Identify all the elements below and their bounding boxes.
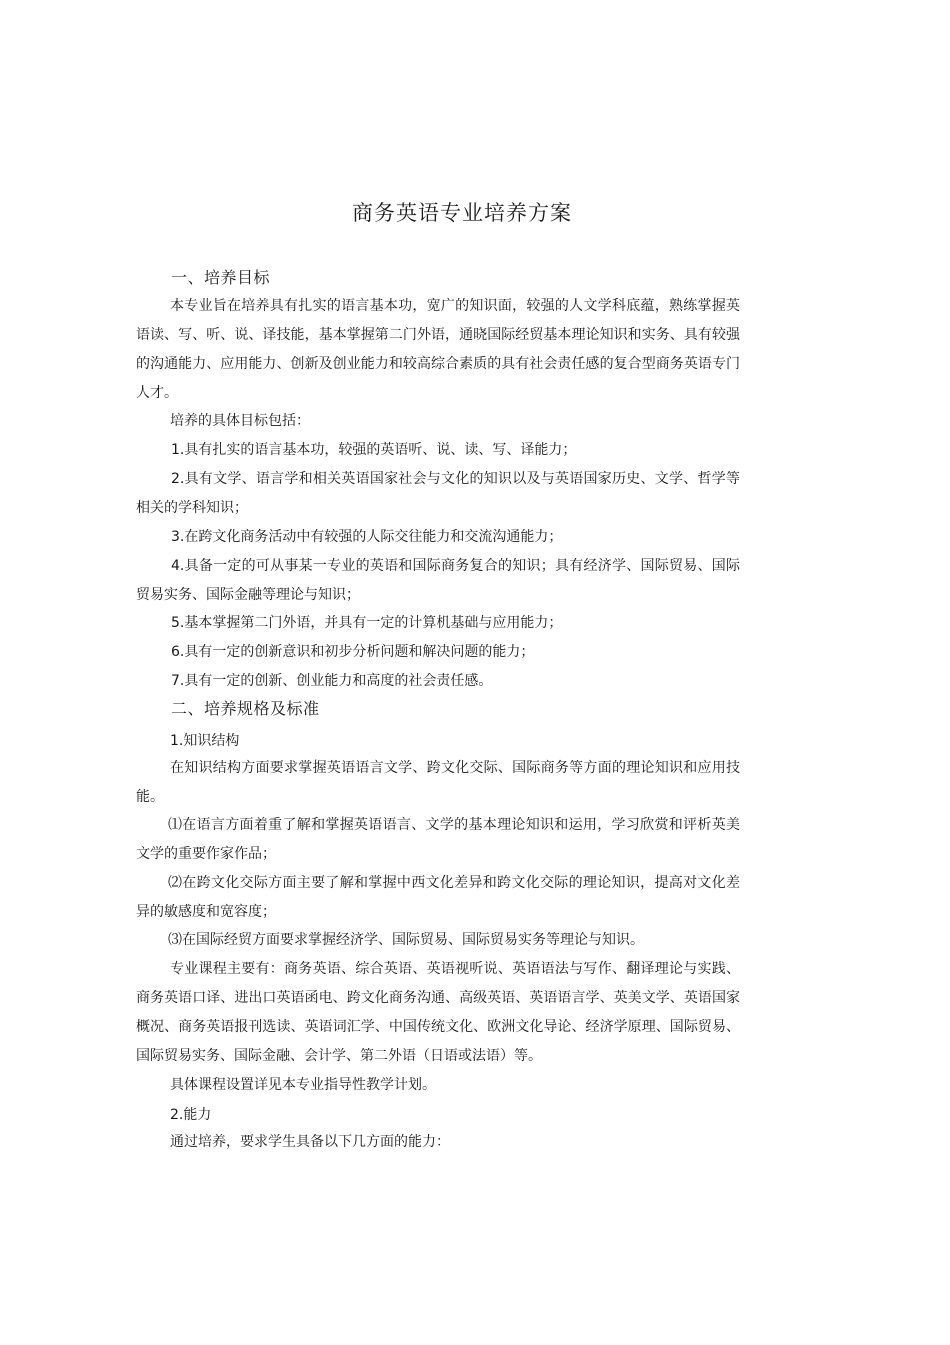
knowledge-item: ⑶在国际经贸方面要求掌握经济学、国际贸易、国际贸易实务等理论与知识。 bbox=[168, 932, 644, 948]
subsection-heading-abilities: 2.能力 bbox=[170, 1107, 212, 1123]
paragraph-courses-note: 具体课程设置详见本专业指导性教学计划。 bbox=[170, 1077, 436, 1093]
goal-item: 6.具有一定的创新意识和初步分析问题和解决问题的能力； bbox=[171, 644, 535, 660]
knowledge-item: ⑴在语言方面着重了解和掌握英语语言、文学的基本理论知识和运用，学习欣赏和评析英美文学的重要作家作品； bbox=[136, 817, 740, 862]
paragraph-courses: 专业课程主要有：商务英语、综合英语、英语视听说、英语语法与写作、翻译理论与实践、商务英语口译、进出口英语函电、跨文化商务沟通、高级英语、英语语言学、英美文学、英语国家概况、商务英语报刊选读、英语词汇学、中国传统文化、欧洲文化导论、经济学原理、国际贸易、国际贸易实务、国际金融、会计学、第二外语（日语或法语）等。 bbox=[136, 961, 740, 1064]
paragraph-abilities-intro: 通过培养，要求学生具备以下几方面的能力： bbox=[170, 1134, 450, 1150]
knowledge-item: ⑵在跨文化交际方面主要了解和掌握中西文化差异和跨文化交际的理论知识，提高对文化差异的敏感度和宽容度； bbox=[136, 875, 740, 920]
goal-item: 7.具有一定的创新、创业能力和高度的社会责任感。 bbox=[171, 673, 493, 689]
goal-item: 4.具备一定的可从事某一专业的英语和国际商务复合的知识；具有经济学、国际贸易、国际贸易实务、国际金融等理论与知识； bbox=[136, 558, 740, 603]
paragraph-goals-intro: 本专业旨在培养具有扎实的语言基本功，宽广的知识面，较强的人文学科底蕴，熟练掌握英语读、写、听、说、译技能，基本掌握第二门外语，通晓国际经贸基本理论知识和实务、具有较强的沟通能力、应用能力、创新及创业能力和较高综合素质的具有社会责任感的复合型商务英语专门人才。 bbox=[136, 298, 740, 401]
section-heading-goals: 一、培养目标 bbox=[171, 268, 271, 287]
paragraph-knowledge-intro: 在知识结构方面要求掌握英语语言文学、跨文化交际、国际商务等方面的理论知识和应用技能。 bbox=[136, 760, 740, 805]
section-heading-standards: 二、培养规格及标准 bbox=[171, 699, 320, 718]
goal-item: 5.基本掌握第二门外语，并具有一定的计算机基础与应用能力； bbox=[171, 615, 563, 631]
goal-item: 3.在跨文化商务活动中有较强的人际交往能力和交流沟通能力； bbox=[171, 529, 563, 545]
subsection-heading-knowledge: 1.知识结构 bbox=[170, 733, 240, 749]
goal-item: 1.具有扎实的语言基本功，较强的英语听、说、读、写、译能力； bbox=[171, 442, 577, 458]
paragraph-goals-lead: 培养的具体目标包括： bbox=[170, 413, 310, 429]
document-title: 商务英语专业培养方案 bbox=[352, 201, 572, 225]
goal-item: 2.具有文学、语言学和相关英语国家社会与文化的知识以及与英语国家历史、文学、哲学等相关的学科知识； bbox=[136, 471, 740, 516]
